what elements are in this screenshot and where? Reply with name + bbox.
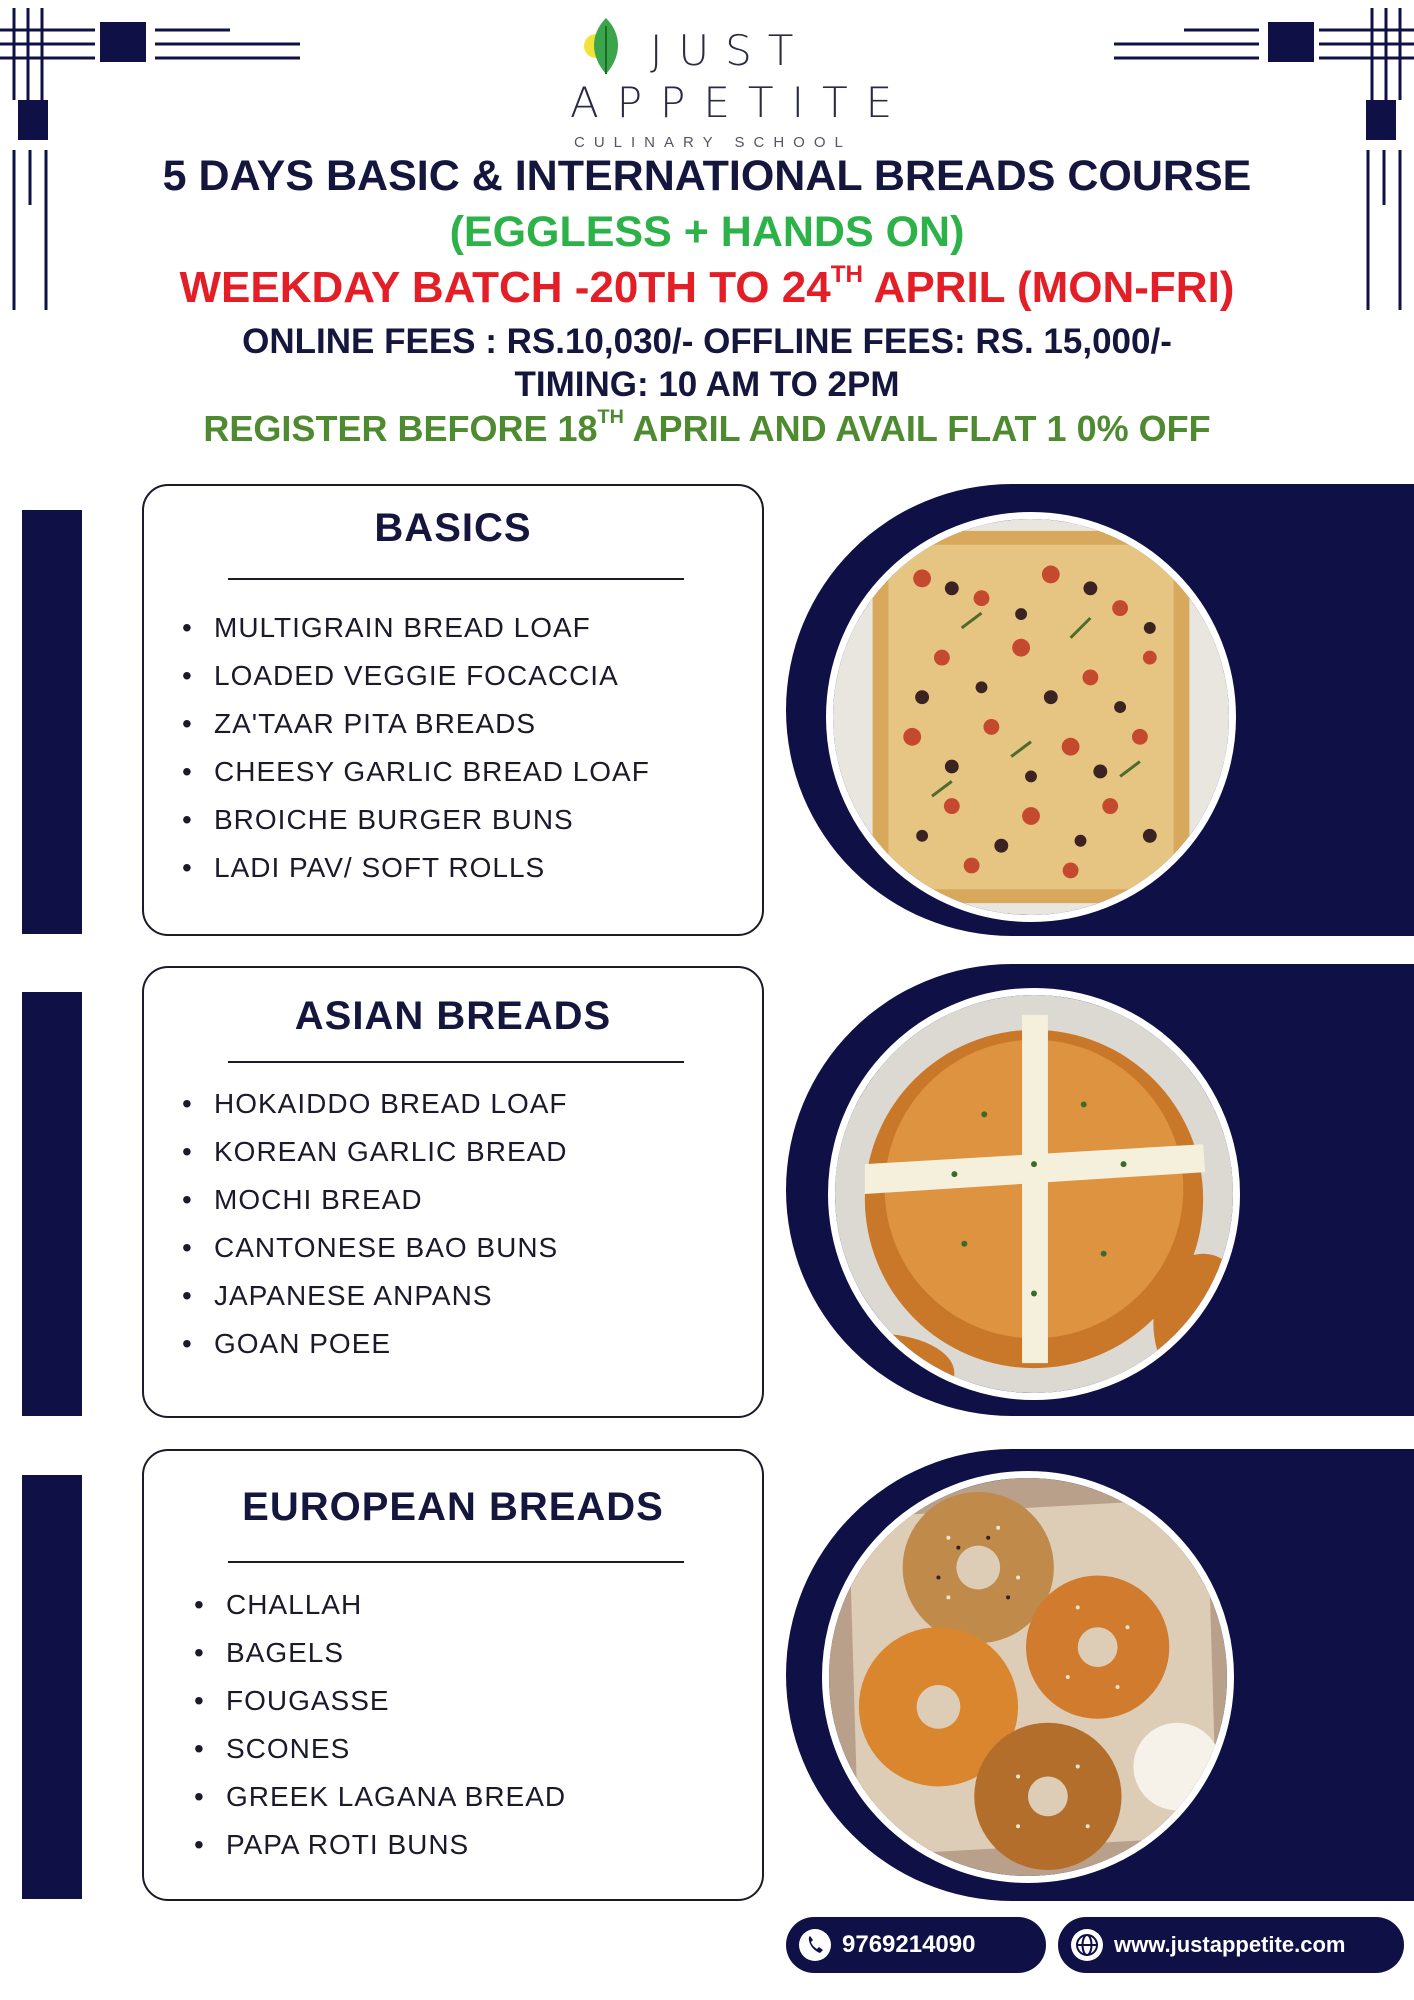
bread-list	[194, 1581, 566, 1869]
menu-card	[142, 1449, 764, 1901]
list-item: • JAPANESE ANPANS	[182, 1272, 568, 1320]
list-item: • HOKAIDDO BREAD LOAF	[182, 1080, 568, 1128]
offer-text-end: APRIL AND AVAIL FLAT 1 0% OFF	[623, 408, 1211, 449]
course-title: 5 DAYS BASIC & INTERNATIONAL BREADS COURSE	[162, 152, 1252, 200]
side-bar	[22, 1475, 82, 1899]
list-item: • LADI PAV/ SOFT ROLLS	[182, 844, 650, 892]
brand-logo	[570, 12, 911, 152]
focaccia-photo	[826, 512, 1236, 922]
phone-number: 9769214090	[842, 1931, 976, 1958]
list-item: • BROICHE BURGER BUNS	[182, 796, 650, 844]
brand-tagline: CULINARY SCHOOL	[574, 134, 852, 151]
list-item: • CHEESY GARLIC BREAD LOAF	[182, 748, 650, 796]
korean-garlic-bread-photo	[828, 988, 1240, 1400]
batch-dates-text-end: APRIL (MON-FRI)	[862, 263, 1235, 312]
phone-contact[interactable]	[786, 1917, 1046, 1973]
list-item: • FOUGASSE	[194, 1677, 566, 1725]
bread-list	[182, 604, 650, 892]
list-item: • MOCHI BREAD	[182, 1176, 568, 1224]
list-item: • SCONES	[194, 1725, 566, 1773]
course-fees: ONLINE FEES : RS.10,030/- OFFLINE FEES: RS. 15,000/-	[242, 322, 1172, 361]
course-timing: TIMING: 10 AM TO 2PM	[514, 365, 900, 404]
course-subtitle: (EGGLESS + HANDS ON)	[449, 208, 965, 256]
list-item: • ZA'TAAR PITA BREADS	[182, 700, 650, 748]
section-title: ASIAN BREADS	[294, 994, 612, 1038]
section-title: EUROPEAN BREADS	[242, 1485, 664, 1529]
brand-name-line1: JUST	[650, 26, 810, 75]
globe-icon	[1070, 1928, 1104, 1962]
brand-name-line2: APPETITE	[570, 78, 911, 127]
batch-dates-text: WEEKDAY BATCH -20TH TO 24	[179, 263, 831, 312]
batch-dates	[0, 263, 1414, 313]
early-bird-offer	[0, 408, 1414, 450]
menu-card	[142, 484, 764, 936]
phone-icon	[798, 1928, 832, 1962]
list-item: • CHALLAH	[194, 1581, 566, 1629]
section-title: BASICS	[374, 506, 532, 550]
list-item: • LOADED VEGGIE FOCACCIA	[182, 652, 650, 700]
bread-list	[182, 1080, 568, 1368]
list-item: • GREEK LAGANA BREAD	[194, 1773, 566, 1821]
offer-text: REGISTER BEFORE 18	[203, 408, 598, 449]
list-item: • BAGELS	[194, 1629, 566, 1677]
divider	[228, 1561, 684, 1563]
bagels-photo	[822, 1471, 1234, 1883]
side-bar	[22, 992, 82, 1416]
menu-card	[142, 966, 764, 1418]
list-item: • CANTONESE BAO BUNS	[182, 1224, 568, 1272]
offer-suffix: TH	[597, 406, 624, 428]
list-item: • KOREAN GARLIC BREAD	[182, 1128, 568, 1176]
list-item: • MULTIGRAIN BREAD LOAF	[182, 604, 650, 652]
leaf-icon	[584, 16, 624, 76]
website-url: www.justappetite.com	[1114, 1932, 1346, 1957]
batch-dates-suffix: TH	[830, 261, 863, 288]
side-bar	[22, 510, 82, 934]
section-basics	[0, 484, 1414, 944]
section-european-breads	[0, 1449, 1414, 1909]
section-asian-breads	[0, 966, 1414, 1426]
divider	[228, 1061, 684, 1063]
website-link[interactable]	[1058, 1917, 1404, 1973]
list-item: • GOAN POEE	[182, 1320, 568, 1368]
divider	[228, 578, 684, 580]
list-item: • PAPA ROTI BUNS	[194, 1821, 566, 1869]
